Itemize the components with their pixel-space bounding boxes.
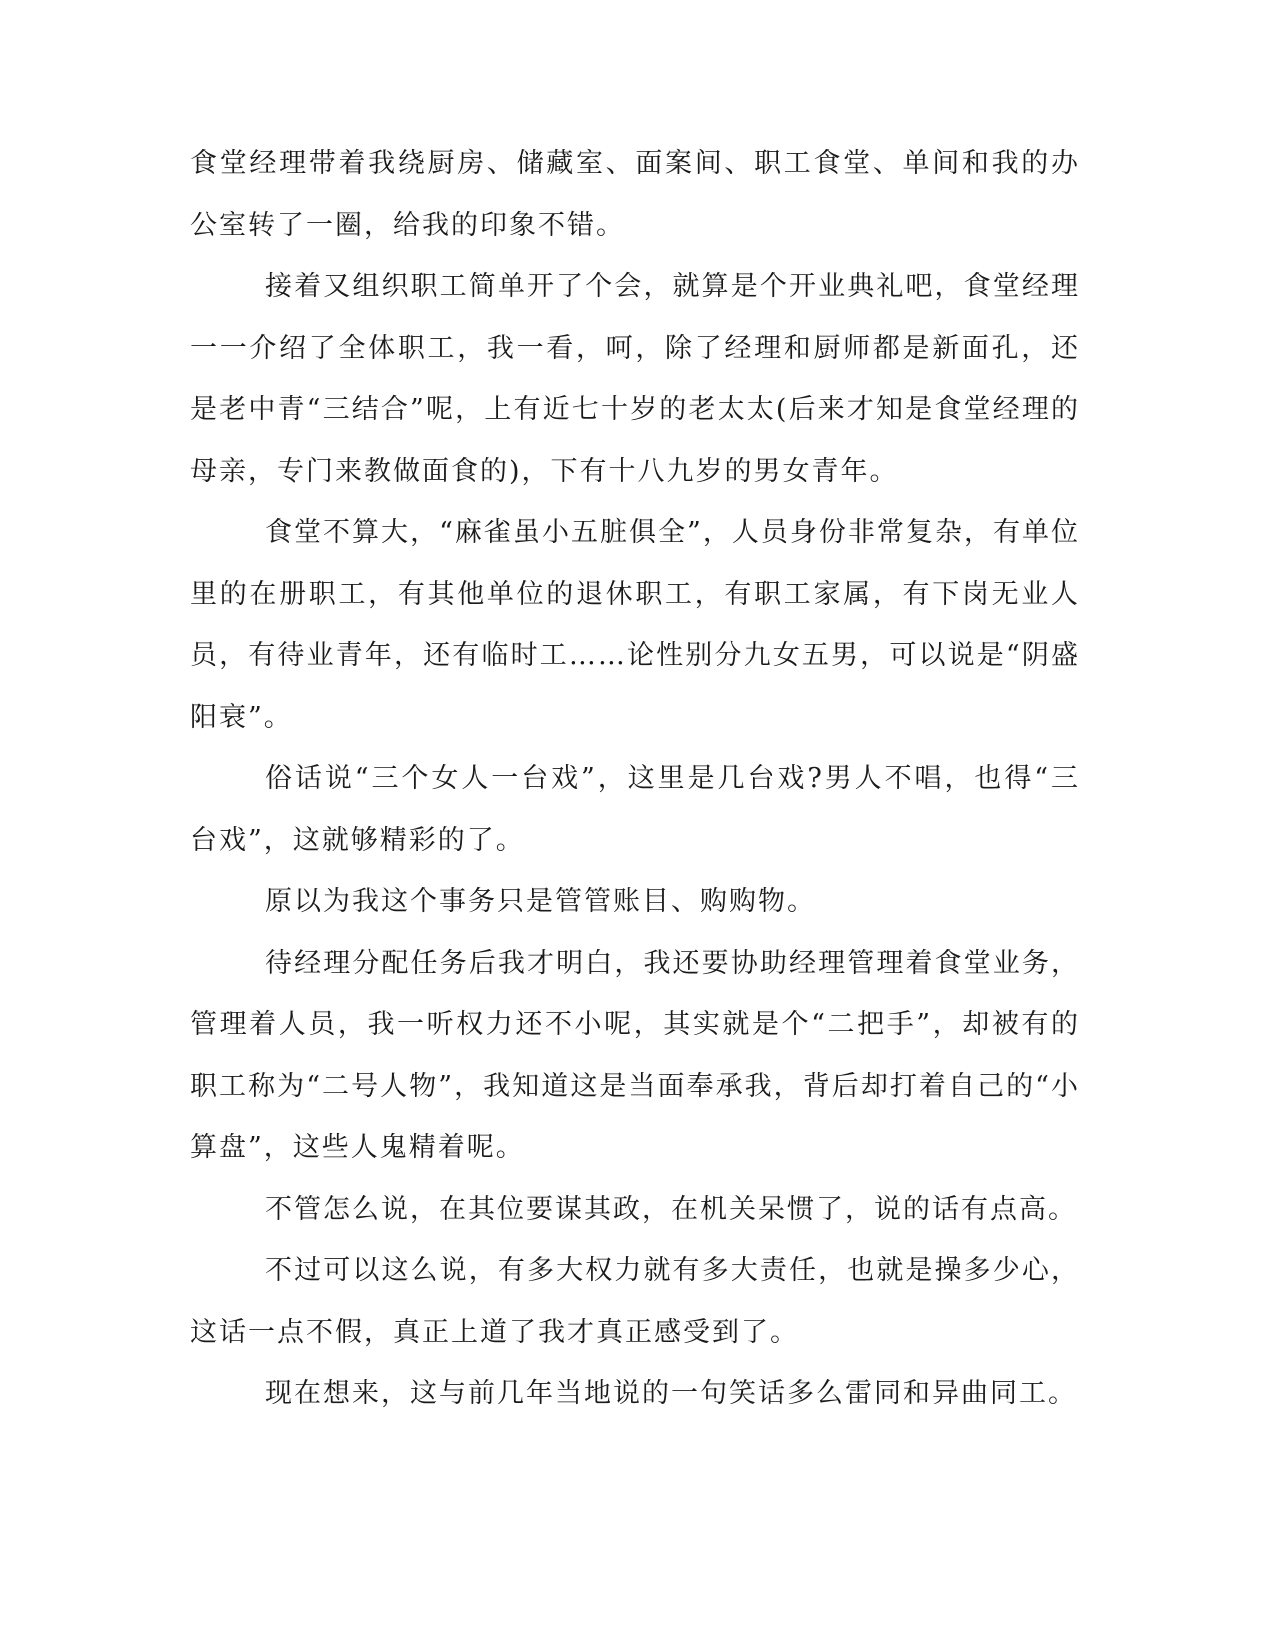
paragraph: 待经理分配任务后我才明白，我还要协助经理管理着食堂业务，管理着人员，我一听权力还不小呢，其实就是个“二把手”，却被有的职工称为“二号人物”，我知道这是当面奉承我，背后却打着自己的“小算盘”，这些人鬼精着呢。 bbox=[190, 947, 1080, 1163]
paragraph: 不管怎么说，在其位要谋其政，在机关呆惯了，说的话有点高。 bbox=[265, 1193, 1077, 1225]
paragraph: 俗话说“三个女人一台戏”，这里是几台戏?男人不唱，也得“三台戏”，这就够精彩的了。 bbox=[190, 763, 1080, 856]
body-text bbox=[190, 133, 1080, 1425]
paragraph: 现在想来，这与前几年当地说的一句笑话多么雷同和异曲同工。 bbox=[265, 1378, 1077, 1409]
paragraph: 接着又组织职工简单开了个会，就算是个开业典礼吧，食堂经理一一介绍了全体职工，我一看，呵，除了经理和厨师都是新面孔，还是老中青“三结合”呢，上有近七十岁的老太太(后来才知是食堂经理的母亲，专门来教做面食的)，下有十八九岁的男女青年。 bbox=[190, 271, 1080, 487]
paragraph: 原以为我这个事务只是管管账目、购购物。 bbox=[265, 886, 816, 917]
paragraph: 食堂不算大，“麻雀虽小五脏俱全”，人员身份非常复杂，有单位里的在册职工，有其他单位的退休职工，有职工家属，有下岗无业人员，有待业青年，还有临时工……论性别分九女五男，可以说是“阴盛阳衰”。 bbox=[190, 517, 1080, 733]
paragraph: 食堂经理带着我绕厨房、储藏室、面案间、职工食堂、单间和我的办公室转了一圈，给我的印象不错。 bbox=[190, 148, 1080, 241]
paragraph: 不过可以这么说，有多大权力就有多大责任，也就是操多少心，这话一点不假，真正上道了我才真正感受到了。 bbox=[190, 1255, 1080, 1348]
